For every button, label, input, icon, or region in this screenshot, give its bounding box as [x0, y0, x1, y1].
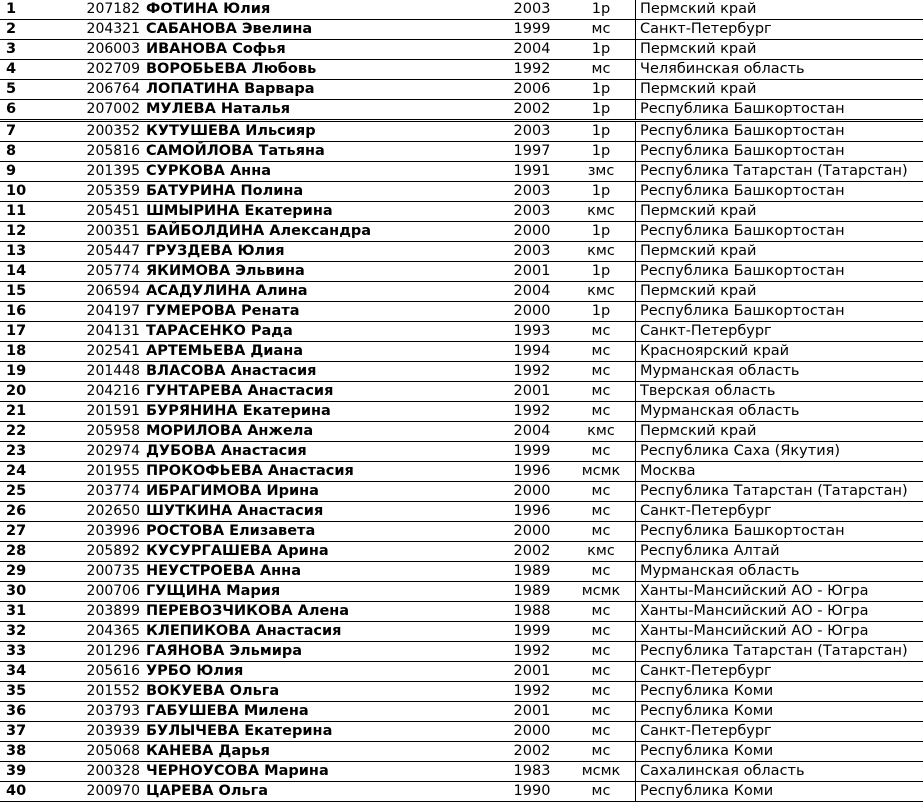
- place-cell: 6: [0, 100, 70, 121]
- athlete-id-cell: 205958: [70, 422, 140, 442]
- region-cell: Пермский край: [636, 202, 923, 222]
- place-cell: 28: [0, 542, 70, 562]
- birth-year-cell: 1993: [497, 322, 567, 342]
- athlete-name-cell: ГУМЕРОВА Рената: [146, 302, 497, 322]
- sport-rank-cell: 1р: [567, 121, 636, 142]
- sport-rank-cell: мс: [567, 642, 636, 662]
- table-row: [0, 522, 923, 542]
- athlete-id-cell: 201591: [70, 402, 140, 422]
- sport-rank-cell: 1р: [567, 142, 636, 162]
- region-cell: Республика Алтай: [636, 542, 923, 562]
- athlete-id-cell: 200328: [70, 762, 140, 782]
- athlete-name-cell: КУСУРГАШЕВА Арина: [146, 542, 497, 562]
- athlete-name-cell: АРТЕМЬЕВА Диана: [146, 342, 497, 362]
- table-row: [0, 162, 923, 182]
- athlete-name-cell: ИБРАГИМОВА Ирина: [146, 482, 497, 502]
- sport-rank-cell: мс: [567, 742, 636, 762]
- place-cell: 35: [0, 682, 70, 702]
- table-row: [0, 282, 923, 302]
- birth-year-cell: 2000: [497, 522, 567, 542]
- region-cell: Москва: [636, 462, 923, 482]
- athlete-id-cell: 201955: [70, 462, 140, 482]
- sport-rank-cell: мс: [567, 602, 636, 622]
- athlete-id-cell: 204131: [70, 322, 140, 342]
- table-row: [0, 60, 923, 80]
- place-cell: 19: [0, 362, 70, 382]
- region-cell: Ханты-Мансийский АО - Югра: [636, 622, 923, 642]
- birth-year-cell: 2003: [497, 202, 567, 222]
- athlete-id-cell: 204197: [70, 302, 140, 322]
- athlete-id-cell: 202650: [70, 502, 140, 522]
- place-cell: 21: [0, 402, 70, 422]
- birth-year-cell: 2001: [497, 382, 567, 402]
- athlete-id-cell: 205816: [70, 142, 140, 162]
- region-cell: Республика Коми: [636, 742, 923, 762]
- region-cell: Мурманская область: [636, 362, 923, 382]
- athlete-id-cell: 206764: [70, 80, 140, 100]
- athlete-id-cell: 207182: [70, 0, 140, 20]
- athlete-name-cell: ТАРАСЕНКО Рада: [146, 322, 497, 342]
- birth-year-cell: 2003: [497, 182, 567, 202]
- place-cell: 25: [0, 482, 70, 502]
- birth-year-cell: 1999: [497, 442, 567, 462]
- table-row: [0, 702, 923, 722]
- sport-rank-cell: мс: [567, 562, 636, 582]
- athlete-name-cell: ЧЕРНОУСОВА Марина: [146, 762, 497, 782]
- athlete-id-cell: 200352: [70, 121, 140, 142]
- table-row: [0, 202, 923, 222]
- sport-rank-cell: мсмк: [567, 582, 636, 602]
- athlete-name-cell: ГРУЗДЕВА Юлия: [146, 242, 497, 262]
- sport-rank-cell: кмс: [567, 542, 636, 562]
- sport-rank-cell: 1р: [567, 80, 636, 100]
- region-cell: Республика Башкортостан: [636, 182, 923, 202]
- table-row: [0, 182, 923, 202]
- birth-year-cell: 1996: [497, 502, 567, 522]
- sport-rank-cell: мсмк: [567, 462, 636, 482]
- athlete-id-cell: 205359: [70, 182, 140, 202]
- birth-year-cell: 1996: [497, 462, 567, 482]
- place-cell: 20: [0, 382, 70, 402]
- birth-year-cell: 2000: [497, 222, 567, 242]
- place-cell: 2: [0, 20, 70, 40]
- place-cell: 22: [0, 422, 70, 442]
- table-row: [0, 602, 923, 622]
- table-row: [0, 222, 923, 242]
- birth-year-cell: 1994: [497, 342, 567, 362]
- table-row: [0, 0, 923, 20]
- birth-year-cell: 2004: [497, 422, 567, 442]
- athlete-name-cell: КЛЕПИКОВА Анастасия: [146, 622, 497, 642]
- sport-rank-cell: мс: [567, 622, 636, 642]
- place-cell: 18: [0, 342, 70, 362]
- birth-year-cell: 2002: [497, 742, 567, 762]
- athlete-name-cell: НЕУСТРОЕВА Анна: [146, 562, 497, 582]
- table-row: [0, 342, 923, 362]
- athlete-id-cell: 203996: [70, 522, 140, 542]
- place-cell: 13: [0, 242, 70, 262]
- table-row: [0, 362, 923, 382]
- place-cell: 9: [0, 162, 70, 182]
- table-row: [0, 722, 923, 742]
- table-row: [0, 142, 923, 162]
- place-cell: 8: [0, 142, 70, 162]
- region-cell: Пермский край: [636, 422, 923, 442]
- place-cell: 26: [0, 502, 70, 522]
- athlete-name-cell: МОРИЛОВА Анжела: [146, 422, 497, 442]
- table-row: [0, 622, 923, 642]
- sport-rank-cell: мс: [567, 702, 636, 722]
- place-cell: 11: [0, 202, 70, 222]
- region-cell: Пермский край: [636, 40, 923, 60]
- athlete-id-cell: 205892: [70, 542, 140, 562]
- region-cell: Санкт-Петербург: [636, 502, 923, 522]
- place-cell: 7: [0, 121, 70, 142]
- table-row: [0, 80, 923, 100]
- birth-year-cell: 2003: [497, 121, 567, 142]
- place-cell: 14: [0, 262, 70, 282]
- table-row: [0, 742, 923, 762]
- sport-rank-cell: мс: [567, 362, 636, 382]
- table-row: [0, 682, 923, 702]
- athlete-name-cell: ВОРОБЬЕВА Любовь: [146, 60, 497, 80]
- sport-rank-cell: мс: [567, 502, 636, 522]
- region-cell: Пермский край: [636, 0, 923, 20]
- athlete-name-cell: ГАЯНОВА Эльмира: [146, 642, 497, 662]
- athlete-id-cell: 202541: [70, 342, 140, 362]
- athlete-name-cell: ПЕРЕВОЗЧИКОВА Алена: [146, 602, 497, 622]
- athlete-name-cell: САБАНОВА Эвелина: [146, 20, 497, 40]
- table-row: [0, 121, 923, 142]
- birth-year-cell: 2006: [497, 80, 567, 100]
- sport-rank-cell: мс: [567, 682, 636, 702]
- region-cell: Республика Коми: [636, 782, 923, 802]
- sport-rank-cell: кмс: [567, 202, 636, 222]
- birth-year-cell: 1992: [497, 642, 567, 662]
- athlete-name-cell: МУЛЕВА Наталья: [146, 100, 497, 121]
- table-row: [0, 502, 923, 522]
- region-cell: Пермский край: [636, 282, 923, 302]
- athlete-name-cell: ПРОКОФЬЕВА Анастасия: [146, 462, 497, 482]
- athlete-name-cell: ЛОПАТИНА Варвара: [146, 80, 497, 100]
- place-cell: 38: [0, 742, 70, 762]
- region-cell: Сахалинская область: [636, 762, 923, 782]
- sport-rank-cell: мс: [567, 342, 636, 362]
- birth-year-cell: 1997: [497, 142, 567, 162]
- athlete-name-cell: РОСТОВА Елизавета: [146, 522, 497, 542]
- athlete-name-cell: СУРКОВА Анна: [146, 162, 497, 182]
- place-cell: 36: [0, 702, 70, 722]
- athlete-id-cell: 204365: [70, 622, 140, 642]
- place-cell: 23: [0, 442, 70, 462]
- place-cell: 15: [0, 282, 70, 302]
- athlete-name-cell: ШМЫРИНА Екатерина: [146, 202, 497, 222]
- region-cell: Республика Саха (Якутия): [636, 442, 923, 462]
- athlete-name-cell: ГАБУШЕВА Милена: [146, 702, 497, 722]
- region-cell: Челябинская область: [636, 60, 923, 80]
- athlete-name-cell: ГУЩИНА Мария: [146, 582, 497, 602]
- athlete-name-cell: УРБО Юлия: [146, 662, 497, 682]
- birth-year-cell: 1983: [497, 762, 567, 782]
- athlete-id-cell: 205068: [70, 742, 140, 762]
- athlete-name-cell: КУТУШЕВА Ильсияр: [146, 121, 497, 142]
- place-cell: 4: [0, 60, 70, 80]
- athlete-name-cell: ЯКИМОВА Эльвина: [146, 262, 497, 282]
- sport-rank-cell: 1р: [567, 40, 636, 60]
- sport-rank-cell: мс: [567, 522, 636, 542]
- birth-year-cell: 1992: [497, 402, 567, 422]
- athlete-id-cell: 201395: [70, 162, 140, 182]
- birth-year-cell: 1990: [497, 782, 567, 802]
- table-row: [0, 462, 923, 482]
- sport-rank-cell: 1р: [567, 182, 636, 202]
- sport-rank-cell: змс: [567, 162, 636, 182]
- athlete-id-cell: 206594: [70, 282, 140, 302]
- sport-rank-cell: мсмк: [567, 762, 636, 782]
- sport-rank-cell: мс: [567, 60, 636, 80]
- athlete-id-cell: 201296: [70, 642, 140, 662]
- table-row: [0, 542, 923, 562]
- place-cell: 40: [0, 782, 70, 802]
- place-cell: 1: [0, 0, 70, 20]
- place-cell: 17: [0, 322, 70, 342]
- place-cell: 16: [0, 302, 70, 322]
- table-row: [0, 262, 923, 282]
- athlete-name-cell: ФОТИНА Юлия: [146, 0, 497, 20]
- region-cell: Республика Башкортостан: [636, 262, 923, 282]
- athlete-name-cell: ВОКУЕВА Ольга: [146, 682, 497, 702]
- birth-year-cell: 1991: [497, 162, 567, 182]
- place-cell: 12: [0, 222, 70, 242]
- table-row: [0, 762, 923, 782]
- region-cell: Тверская область: [636, 382, 923, 402]
- region-cell: Республика Татарстан (Татарстан): [636, 162, 923, 182]
- place-cell: 31: [0, 602, 70, 622]
- region-cell: Республика Башкортостан: [636, 522, 923, 542]
- place-cell: 29: [0, 562, 70, 582]
- athlete-id-cell: 204321: [70, 20, 140, 40]
- birth-year-cell: 1992: [497, 682, 567, 702]
- athlete-id-cell: 200706: [70, 582, 140, 602]
- athlete-id-cell: 205616: [70, 662, 140, 682]
- athlete-id-cell: 200351: [70, 222, 140, 242]
- sport-rank-cell: 1р: [567, 0, 636, 20]
- table-row: [0, 782, 923, 802]
- sport-rank-cell: 1р: [567, 100, 636, 121]
- table-row: [0, 482, 923, 502]
- region-cell: Мурманская область: [636, 562, 923, 582]
- region-cell: Республика Башкортостан: [636, 302, 923, 322]
- birth-year-cell: 1999: [497, 20, 567, 40]
- place-cell: 30: [0, 582, 70, 602]
- region-cell: Пермский край: [636, 80, 923, 100]
- birth-year-cell: 1999: [497, 622, 567, 642]
- athlete-name-cell: БАЙБОЛДИНА Александра: [146, 222, 497, 242]
- birth-year-cell: 1992: [497, 362, 567, 382]
- athlete-name-cell: ИВАНОВА Софья: [146, 40, 497, 60]
- athlete-name-cell: ШУТКИНА Анастасия: [146, 502, 497, 522]
- table-row: [0, 100, 923, 121]
- athlete-id-cell: 205774: [70, 262, 140, 282]
- sport-rank-cell: мс: [567, 442, 636, 462]
- table-row: [0, 582, 923, 602]
- region-cell: Санкт-Петербург: [636, 322, 923, 342]
- athlete-id-cell: 200735: [70, 562, 140, 582]
- birth-year-cell: 2003: [497, 0, 567, 20]
- sport-rank-cell: мс: [567, 662, 636, 682]
- sport-rank-cell: мс: [567, 322, 636, 342]
- athlete-name-cell: ЦАРЕВА Ольга: [146, 782, 497, 802]
- athlete-id-cell: 205447: [70, 242, 140, 262]
- athlete-name-cell: АСАДУЛИНА Алина: [146, 282, 497, 302]
- table-row: [0, 242, 923, 262]
- birth-year-cell: 2001: [497, 262, 567, 282]
- athlete-id-cell: 200970: [70, 782, 140, 802]
- athlete-id-cell: 206003: [70, 40, 140, 60]
- birth-year-cell: 2001: [497, 702, 567, 722]
- athlete-id-cell: 203899: [70, 602, 140, 622]
- sport-rank-cell: мс: [567, 782, 636, 802]
- sport-rank-cell: мс: [567, 402, 636, 422]
- athlete-name-cell: БУРЯНИНА Екатерина: [146, 402, 497, 422]
- birth-year-cell: 2000: [497, 722, 567, 742]
- sport-rank-cell: мс: [567, 482, 636, 502]
- birth-year-cell: 2003: [497, 242, 567, 262]
- place-cell: 27: [0, 522, 70, 542]
- place-cell: 32: [0, 622, 70, 642]
- table-row: [0, 302, 923, 322]
- birth-year-cell: 2000: [497, 302, 567, 322]
- athlete-id-cell: 202709: [70, 60, 140, 80]
- athlete-id-cell: 203774: [70, 482, 140, 502]
- place-cell: 39: [0, 762, 70, 782]
- table-row: [0, 662, 923, 682]
- table-row: [0, 642, 923, 662]
- birth-year-cell: 2004: [497, 40, 567, 60]
- region-cell: Санкт-Петербург: [636, 20, 923, 40]
- region-cell: Республика Татарстан (Татарстан): [636, 482, 923, 502]
- region-cell: Республика Татарстан (Татарстан): [636, 642, 923, 662]
- birth-year-cell: 1989: [497, 562, 567, 582]
- athlete-id-cell: 201448: [70, 362, 140, 382]
- birth-year-cell: 1988: [497, 602, 567, 622]
- region-cell: Пермский край: [636, 242, 923, 262]
- region-cell: Республика Башкортостан: [636, 100, 923, 121]
- athlete-name-cell: КАНЕВА Дарья: [146, 742, 497, 762]
- athlete-name-cell: ДУБОВА Анастасия: [146, 442, 497, 462]
- athlete-id-cell: 205451: [70, 202, 140, 222]
- athlete-id-cell: 204216: [70, 382, 140, 402]
- place-cell: 5: [0, 80, 70, 100]
- sport-rank-cell: кмс: [567, 282, 636, 302]
- athlete-id-cell: 201552: [70, 682, 140, 702]
- athlete-id-cell: 203939: [70, 722, 140, 742]
- birth-year-cell: 2001: [497, 662, 567, 682]
- place-cell: 3: [0, 40, 70, 60]
- region-cell: Республика Башкортостан: [636, 222, 923, 242]
- sport-rank-cell: 1р: [567, 302, 636, 322]
- table-row: [0, 562, 923, 582]
- sport-rank-cell: 1р: [567, 222, 636, 242]
- table-row: [0, 422, 923, 442]
- region-cell: Санкт-Петербург: [636, 722, 923, 742]
- region-cell: Республика Башкортостан: [636, 142, 923, 162]
- athlete-name-cell: БУЛЫЧЕВА Екатерина: [146, 722, 497, 742]
- table-row: [0, 322, 923, 342]
- region-cell: Красноярский край: [636, 342, 923, 362]
- birth-year-cell: 2002: [497, 542, 567, 562]
- place-cell: 33: [0, 642, 70, 662]
- sport-rank-cell: мс: [567, 382, 636, 402]
- region-cell: Санкт-Петербург: [636, 662, 923, 682]
- birth-year-cell: 2000: [497, 482, 567, 502]
- table-row: [0, 40, 923, 60]
- athlete-id-cell: 203793: [70, 702, 140, 722]
- sport-rank-cell: кмс: [567, 422, 636, 442]
- region-cell: Ханты-Мансийский АО - Югра: [636, 602, 923, 622]
- region-cell: Мурманская область: [636, 402, 923, 422]
- table-row: [0, 382, 923, 402]
- place-cell: 10: [0, 182, 70, 202]
- sport-rank-cell: 1р: [567, 262, 636, 282]
- place-cell: 34: [0, 662, 70, 682]
- athlete-name-cell: ВЛАСОВА Анастасия: [146, 362, 497, 382]
- athlete-id-cell: 207002: [70, 100, 140, 121]
- region-cell: Республика Башкортостан: [636, 121, 923, 142]
- athlete-name-cell: САМОЙЛОВА Татьяна: [146, 142, 497, 162]
- place-cell: 37: [0, 722, 70, 742]
- region-cell: Ханты-Мансийский АО - Югра: [636, 582, 923, 602]
- table-row: [0, 442, 923, 462]
- region-cell: Республика Коми: [636, 682, 923, 702]
- athlete-id-cell: 202974: [70, 442, 140, 462]
- region-cell: Республика Коми: [636, 702, 923, 722]
- sport-rank-cell: кмс: [567, 242, 636, 262]
- table-row: [0, 20, 923, 40]
- table-row: [0, 402, 923, 422]
- birth-year-cell: 2002: [497, 100, 567, 121]
- sport-rank-cell: мс: [567, 20, 636, 40]
- sport-rank-cell: мс: [567, 722, 636, 742]
- athlete-name-cell: ГУНТАРЕВА Анастасия: [146, 382, 497, 402]
- birth-year-cell: 1989: [497, 582, 567, 602]
- place-cell: 24: [0, 462, 70, 482]
- birth-year-cell: 2004: [497, 282, 567, 302]
- athlete-name-cell: БАТУРИНА Полина: [146, 182, 497, 202]
- birth-year-cell: 1992: [497, 60, 567, 80]
